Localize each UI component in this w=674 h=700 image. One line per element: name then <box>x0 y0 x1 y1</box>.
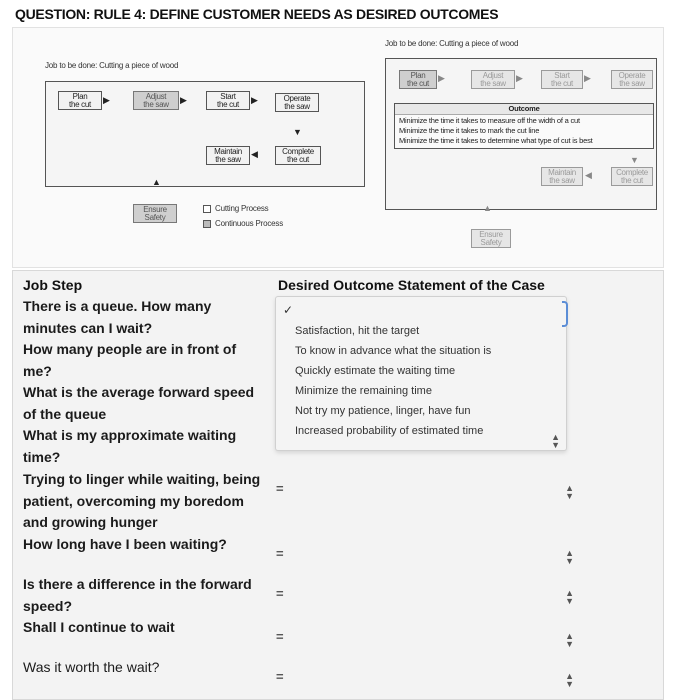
left-box-complete: Complete the cut <box>275 146 321 165</box>
dropdown-option[interactable]: Quickly estimate the waiting time <box>295 365 456 377</box>
job-step-line: Shall I continue to wait <box>23 619 175 635</box>
arrow-down-icon: ▼ <box>293 127 302 137</box>
focus-ring <box>562 301 568 327</box>
outcome-select[interactable] <box>288 629 580 651</box>
outcome-select[interactable] <box>288 481 580 503</box>
outcome-heading: Outcome <box>395 104 653 115</box>
job-step-line: How long have I been waiting? <box>23 536 227 552</box>
select-caret-icon: ▲ ▼ <box>565 483 574 501</box>
outcome-select[interactable] <box>288 586 580 608</box>
job-step-2 <box>23 339 236 382</box>
match-handle-icon[interactable]: = <box>276 629 284 644</box>
right-box-ensure-safety: Ensure Safety <box>471 229 511 248</box>
job-step-line: Was it worth the wait? <box>23 659 160 675</box>
dropdown-option[interactable]: Not try my patience, linger, have fun <box>295 405 471 417</box>
arrow-icon: ▶ <box>584 73 591 83</box>
right-box-complete: Complete the cut <box>611 167 653 186</box>
job-step-6 <box>23 534 227 556</box>
legend-continuous-process <box>203 219 283 228</box>
select-caret-icon: ▲ ▼ <box>565 631 574 649</box>
legend-swatch <box>203 205 211 213</box>
arrow-left-icon: ◀ <box>251 149 258 159</box>
job-step-8 <box>23 617 175 639</box>
job-step-line: There is a queue. How many <box>23 298 212 314</box>
outcome-line: Minimize the time it takes to mark the cut line <box>399 126 540 135</box>
dropdown-option[interactable]: To know in advance what the situation is <box>295 345 492 357</box>
checkmark-icon: ✓ <box>283 303 294 317</box>
arrow-icon: ▶ <box>438 73 445 83</box>
arrow-icon: ▶ <box>251 95 258 105</box>
left-diagram-caption: Job to be done: Cutting a piece of wood <box>45 61 179 70</box>
dropdown-option[interactable]: Increased probability of estimated time <box>295 425 484 437</box>
diagram-figure <box>12 27 664 268</box>
select-caret-icon: ▲ ▼ <box>565 671 574 689</box>
job-step-line: time? <box>23 448 61 465</box>
legend-label: Cutting Process <box>215 204 269 213</box>
job-step-line: What is the average forward speed <box>23 384 255 400</box>
arrow-up-icon: ▲ <box>483 203 492 213</box>
select-caret-icon: ▲ ▼ <box>565 588 574 606</box>
left-box-ensure-safety: Ensure Safety <box>133 204 177 223</box>
left-box-plan: Plan the cut <box>58 91 102 110</box>
left-box-start: Start the cut <box>206 91 250 110</box>
match-handle-icon[interactable]: = <box>276 546 284 561</box>
job-step-3 <box>23 382 254 425</box>
left-box-adjust: Adjust the saw <box>133 91 179 110</box>
job-step-line: How many people are in front of <box>23 341 237 357</box>
arrow-icon: ▶ <box>516 73 523 83</box>
outcome-select[interactable] <box>288 546 580 568</box>
dropdown-option[interactable]: Minimize the remaining time <box>295 385 432 397</box>
outcome-dropdown-menu[interactable] <box>275 296 567 451</box>
column-header-job-step: Job Step <box>23 277 83 293</box>
job-step-line: of the queue <box>23 405 107 422</box>
outcome-line: Minimize the time it takes to determine what type of cut is best <box>399 136 593 145</box>
outcome-select[interactable] <box>288 669 580 691</box>
match-handle-icon[interactable]: = <box>276 481 284 496</box>
job-step-line: me? <box>23 362 52 379</box>
job-step-line: speed? <box>23 597 73 614</box>
left-box-operate: Operate the saw <box>275 93 319 112</box>
page-title: QUESTION: RULE 4: DEFINE CUSTOMER NEEDS AS DESIRED OUTCOMES <box>15 6 499 22</box>
arrow-icon: ▶ <box>180 95 187 105</box>
arrow-icon: ▶ <box>103 95 110 105</box>
legend-label: Continuous Process <box>215 219 283 228</box>
match-handle-icon[interactable]: = <box>276 586 284 601</box>
legend-cutting-process <box>203 204 268 213</box>
right-diagram-caption: Job to be done: Cutting a piece of wood <box>385 39 519 48</box>
select-caret-icon: ▲ ▼ <box>565 548 574 566</box>
job-step-5 <box>23 469 260 534</box>
job-step-line: patient, overcoming my boredom <box>23 492 244 509</box>
job-step-line: What is my approximate waiting <box>23 427 237 443</box>
job-step-1 <box>23 296 211 339</box>
match-handle-icon[interactable]: = <box>276 669 284 684</box>
left-box-maintain: Maintain the saw <box>206 146 250 165</box>
outcome-line: Minimize the time it takes to measure off the width of a cut <box>399 116 580 125</box>
job-step-9 <box>23 657 159 679</box>
legend-swatch <box>203 220 211 228</box>
dropdown-option[interactable]: Satisfaction, hit the target <box>295 325 420 337</box>
job-step-7 <box>23 574 252 617</box>
select-caret-icon: ▲ ▼ <box>551 432 560 450</box>
job-step-line: Is there a difference in the forward <box>23 576 252 592</box>
outcome-box <box>394 103 654 149</box>
arrow-down-icon: ▼ <box>630 155 639 165</box>
right-box-operate: Operate the saw <box>611 70 653 89</box>
job-step-line: minutes can I wait? <box>23 319 153 336</box>
job-step-line: and growing hunger <box>23 514 158 530</box>
column-header-desired-outcome: Desired Outcome Statement of the Case <box>278 277 545 293</box>
job-step-4 <box>23 425 236 468</box>
right-box-start: Start the cut <box>541 70 583 89</box>
job-step-line: Trying to linger while waiting, being <box>23 471 261 487</box>
right-box-adjust: Adjust the saw <box>471 70 515 89</box>
arrow-up-icon: ▲ <box>152 177 161 187</box>
arrow-left-icon: ◀ <box>585 170 592 180</box>
right-box-plan: Plan the cut <box>399 70 437 89</box>
right-box-maintain: Maintain the saw <box>541 167 583 186</box>
